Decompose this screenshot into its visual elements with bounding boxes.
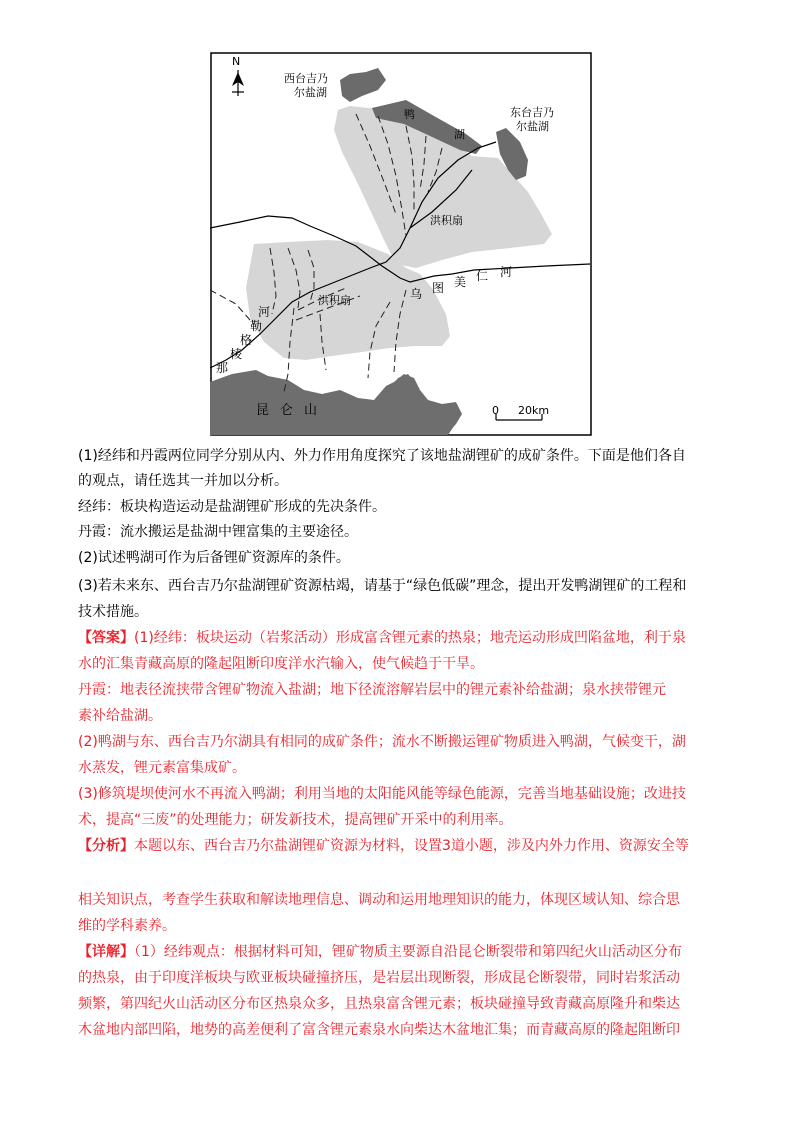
question-line-5: (2)试述鸭湖可作为后备锂矿资源库的条件。	[78, 550, 350, 566]
label-duck-2: 湖	[454, 128, 465, 141]
detail-tag: 【详解】	[78, 944, 134, 960]
label-river-naleng-3: 勒	[250, 319, 263, 333]
answer-tag: 【答案】	[78, 630, 134, 646]
question-line-2: 的观点，请任选其一并加以分析。	[78, 473, 288, 489]
question-line-3: 经纬：板块构造运动是盐湖锂矿形成的先决条件。	[78, 499, 386, 515]
answer-line-7: (3)修筑堤坝使河水不再流入鸭湖；利用当地的太阳能风能等绿色能源，完善当地基础设施；改进技	[78, 786, 686, 802]
question-line-4: 丹霞：流水搬运是盐湖中锂富集的主要途径。	[78, 524, 358, 540]
answer-line-5: (2)鸭湖与东、西台吉乃尔湖具有相同的成矿条件；流水不断搬运锂矿物质进入鸭湖，气候变干，湖	[78, 734, 686, 750]
answer-line-8: 术，提高“三废”的处理能力；研发新技术，提高锂矿开采中的利用率。	[78, 812, 513, 828]
label-west-lake-1: 西台吉乃	[284, 72, 328, 85]
answer-line-6: 水蒸发，锂元素富集成矿。	[78, 760, 246, 776]
label-river-wutu-4: 河	[500, 265, 513, 279]
label-west-lake-2: 尔盐湖	[294, 86, 327, 99]
label-river-naleng-2: 格	[240, 333, 253, 347]
detail-text-1: （1）经纬观点：根据材料可知，锂矿物质主要源自沿昆仑断裂带和第四纪火山活动区分布	[134, 944, 682, 960]
analysis-text-1: 本题以东、西台吉乃尔盐湖锂矿资源为材料，设置3道小题，涉及内外力作用、资源安全等	[134, 838, 689, 854]
label-river-naleng-1: 棱	[230, 347, 243, 361]
label-river-wutu-2: 美	[454, 275, 467, 289]
label-river-wutu-0: 乌	[410, 287, 423, 301]
answer-line-2: 水的汇集青藏高原的隆起阻断印度洋水汽输入，使气候趋于干旱。	[78, 656, 484, 672]
scale-zero: 0	[492, 404, 499, 417]
label-mountain-0: 昆	[256, 403, 270, 418]
label-east-lake-2: 尔盐湖	[516, 120, 549, 133]
label-river-wutu-3: 仁	[476, 269, 489, 283]
label-mountain-1: 仑	[280, 403, 294, 418]
analysis-line-1	[78, 836, 689, 856]
label-river-naleng-0: 那	[216, 361, 229, 375]
question-line-1: (1)经纬和丹霞两位同学分别从内、外力作用角度探究了该地盐湖锂矿的成矿条件。下面是他们各自	[78, 448, 686, 464]
detail-line-2: 的热泉，由于印度洋板块与欧亚板块碰撞挤压，是岩层出现断裂，形成昆仑断裂带，同时岩浆活动	[78, 970, 680, 986]
scale-label: 20km	[518, 404, 550, 417]
label-fan-lower: 洪积扇	[318, 294, 351, 307]
label-river-naleng-4: 河	[258, 305, 271, 319]
label-mountain-2: 山	[304, 403, 318, 418]
analysis-line-3: 维的学科素养。	[78, 918, 176, 934]
answer-text-1: (1)经纬：板块运动（岩浆活动）形成富含锂元素的热泉；地壳运动形成凹陷盆地，利于泉	[134, 630, 686, 646]
analysis-tag: 【分析】	[78, 838, 134, 854]
answer-line-1	[78, 628, 686, 648]
analysis-line-2: 相关知识点，考查学生获取和解读地理信息、调动和运用地理知识的能力，体现区域认知、综合思	[78, 892, 680, 908]
answer-line-4: 素补给盐湖。	[78, 708, 162, 724]
answer-line-3: 丹霞：地表径流挟带含锂矿物流入盐湖；地下径流溶解岩层中的锂元素补给盐湖；泉水挟带锂元	[78, 682, 666, 698]
detail-line-4: 木盆地内部凹陷，地势的高差便利了富含锂元素泉水向柴达木盆地汇集；而青藏高原的隆起阻断印	[78, 1022, 680, 1038]
detail-line-3: 频繁，第四纪火山活动区分布区热泉众多，且热泉富含锂元素；板块碰撞导致青藏高原隆升和柴达	[78, 996, 680, 1012]
label-east-lake-1: 东台吉乃	[510, 106, 554, 119]
detail-line-1	[78, 942, 682, 962]
label-river-wutu-1: 图	[432, 281, 445, 295]
label-duck-1: 鸭	[404, 108, 415, 121]
map-figure	[210, 52, 592, 436]
question-line-6: (3)若未来东、西台吉乃尔盐湖锂矿资源枯竭，请基于“绿色低碳”理念，提出开发鸭湖锂矿的工程和	[78, 578, 687, 594]
question-line-7: 技术措施。	[78, 604, 148, 620]
label-fan-upper: 洪积扇	[430, 214, 463, 227]
north-label: N	[232, 55, 241, 68]
